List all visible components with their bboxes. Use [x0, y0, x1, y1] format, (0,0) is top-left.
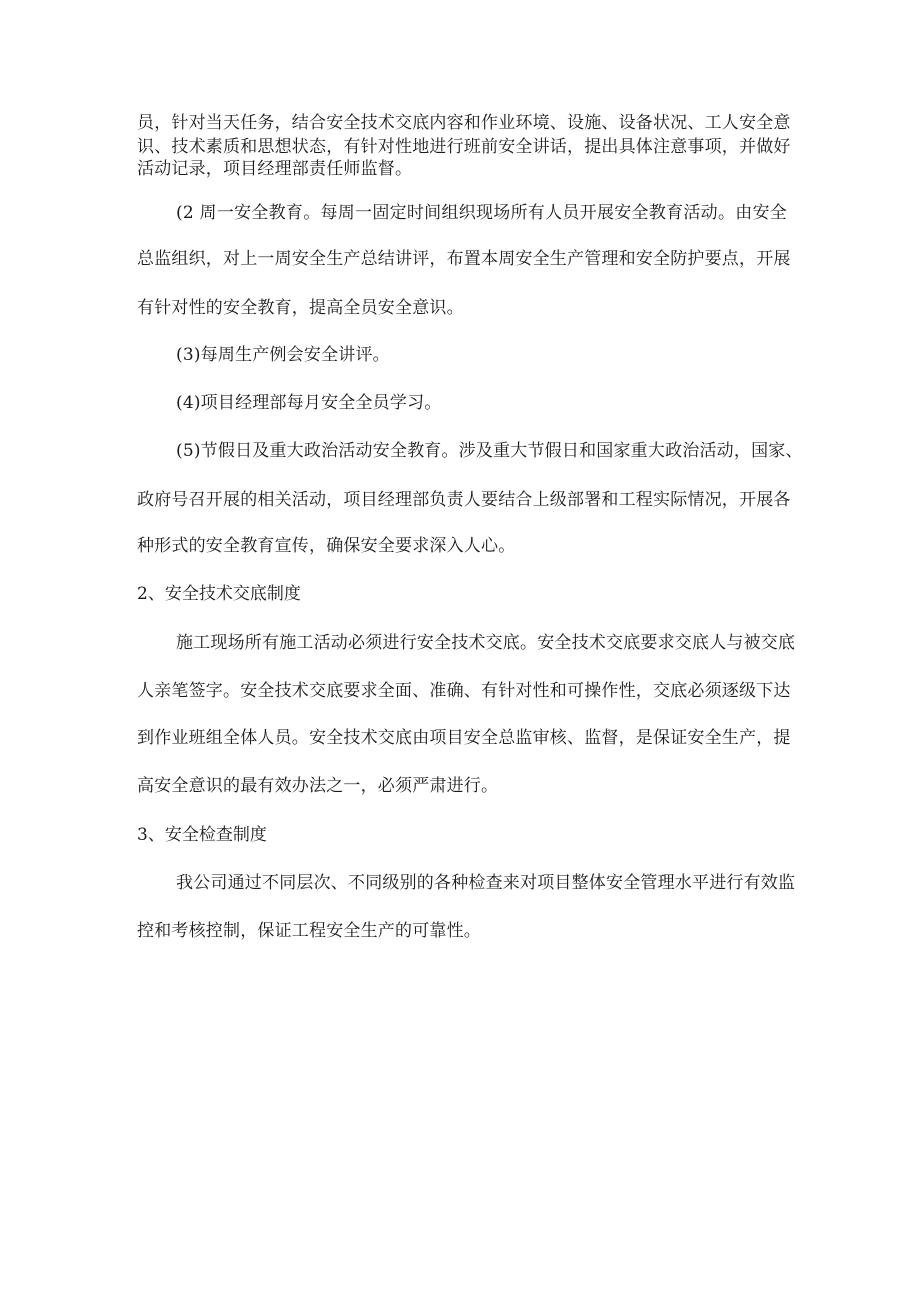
paragraph-line: 人亲笔签字。安全技术交底要求全面、准确、有针对性和可操作性，交底必须逐级下达 — [137, 681, 791, 701]
paragraph-line: 总监组织，对上一周安全生产总结讲评，布置本周安全生产管理和安全防护要点，开展 — [137, 249, 791, 269]
paragraph-line: 有针对性的安全教育，提高全员安全意识。 — [137, 298, 464, 318]
paragraph-line: (5)节假日及重大政治活动安全教育。涉及重大节假日和国家重大政治活动，国家、 — [176, 441, 803, 461]
paragraph-line: 控和考核控制，保证工程安全生产的可靠性。 — [137, 921, 481, 941]
section-heading: 2、安全技术交底制度 — [137, 584, 301, 604]
paragraph-line: 高安全意识的最有效办法之一，必须严肃进行。 — [137, 776, 499, 796]
list-item: (3)每周生产例会安全讲评。 — [176, 345, 390, 365]
paragraph-line: 我公司通过不同层次、不同级别的各种检查来对项目整体安全管理水平进行有效监 — [176, 873, 796, 893]
paragraph-line: 到作业班组全体人员。安全技术交底由项目安全总监审核、监督，是保证安全生产，提 — [137, 728, 791, 748]
paragraph-line: 种形式的安全教育宣传，确保安全要求深入人心。 — [137, 536, 516, 556]
paragraph-line: 活动记录，项目经理部责任师监督。 — [137, 159, 413, 179]
paragraph-line: 员，针对当天任务，结合安全技术交底内容和作业环境、设施、设备状况、工人安全意 — [137, 113, 791, 133]
paragraph-line: (2 周一安全教育。每周一固定时间组织现场所有人员开展安全教育活动。由安全 — [176, 203, 787, 223]
paragraph-line: 施工现场所有施工活动必须进行安全技术交底。安全技术交底要求交底人与被交底 — [176, 633, 796, 653]
list-item: (4)项目经理部每月安全全员学习。 — [176, 393, 442, 413]
paragraph-line: 政府号召开展的相关活动，项目经理部负责人要结合上级部署和工程实际情况，开展各 — [137, 490, 791, 510]
section-heading: 3、安全检查制度 — [137, 825, 267, 845]
paragraph-line: 识、技术素质和思想状态，有针对性地进行班前安全讲话，提出具体注意事项，并做好 — [137, 137, 791, 157]
